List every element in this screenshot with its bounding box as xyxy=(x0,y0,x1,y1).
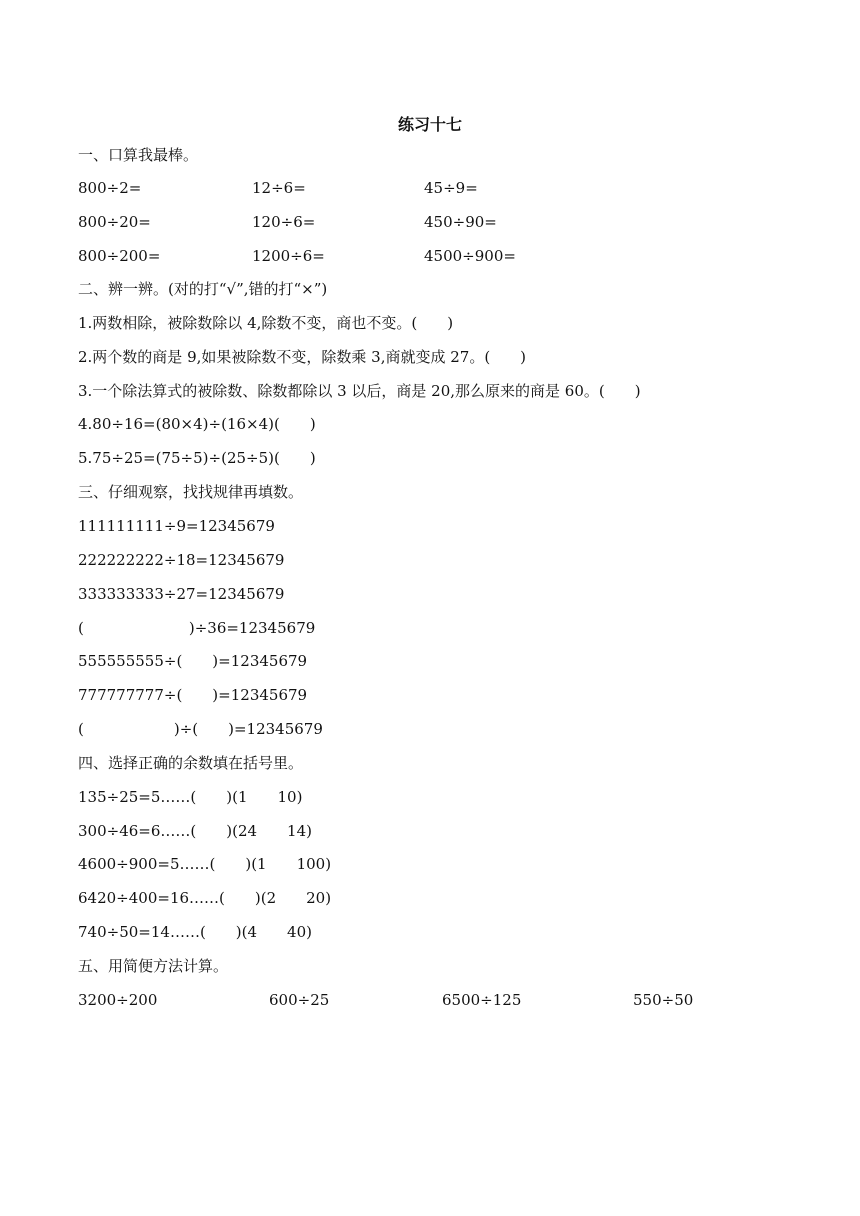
section-1-heading: 一、口算我最棒。 xyxy=(78,146,199,164)
pattern-item: 333333333÷27=12345679 xyxy=(78,585,285,603)
true-false-item: 1.两数相除，被除数除以 4,除数不变，商也不变。( ) xyxy=(78,314,454,332)
section-3-heading: 三、仔细观察，找找规律再填数。 xyxy=(78,483,304,501)
section-5-heading: 五、用简便方法计算。 xyxy=(78,957,229,975)
simplify-item: 3200÷200 xyxy=(78,991,158,1009)
remainder-item: 135÷25=5……( )(1 10) xyxy=(78,788,303,806)
mental-math-item: 120÷6= xyxy=(252,213,316,231)
mental-math-item: 450÷90= xyxy=(424,213,497,231)
pattern-item: 222222222÷18=12345679 xyxy=(78,551,285,569)
mental-math-item: 45÷9= xyxy=(424,179,478,197)
mental-math-item: 800÷20= xyxy=(78,213,151,231)
page-title: 练习十七 xyxy=(397,115,462,134)
pattern-item: 555555555÷( )=12345679 xyxy=(78,652,308,670)
remainder-item: 4600÷900=5……( )(1 100) xyxy=(78,855,332,873)
pattern-item: 111111111÷9=12345679 xyxy=(78,517,275,535)
section-2-heading: 二、辨一辨。(对的打“√”,错的打“×”) xyxy=(78,280,328,298)
mental-math-item: 800÷200= xyxy=(78,247,161,265)
mental-math-item: 12÷6= xyxy=(252,179,306,197)
simplify-item: 600÷25 xyxy=(269,991,330,1009)
true-false-item: 4.80÷16=(80×4)÷(16×4)( ) xyxy=(78,415,316,433)
mental-math-item: 1200÷6= xyxy=(252,247,325,265)
remainder-item: 300÷46=6……( )(24 14) xyxy=(78,822,312,840)
mental-math-item: 800÷2= xyxy=(78,179,142,197)
pattern-item: ( )÷36=12345679 xyxy=(78,619,316,637)
true-false-item: 3.一个除法算式的被除数、除数都除以 3 以后，商是 20,那么原来的商是 60。( ) xyxy=(78,382,641,400)
true-false-item: 5.75÷25=(75÷5)÷(25÷5)( ) xyxy=(78,449,316,467)
pattern-item: 777777777÷( )=12345679 xyxy=(78,686,308,704)
remainder-item: 6420÷400=16……( )(2 20) xyxy=(78,889,332,907)
simplify-item: 550÷50 xyxy=(633,991,694,1009)
simplify-item: 6500÷125 xyxy=(442,991,522,1009)
true-false-item: 2.两个数的商是 9,如果被除数不变，除数乘 3,商就变成 27。( ) xyxy=(78,348,527,366)
remainder-item: 740÷50=14……( )(4 40) xyxy=(78,923,312,941)
mental-math-item: 4500÷900= xyxy=(424,247,516,265)
pattern-item: ( )÷( )=12345679 xyxy=(78,720,323,738)
section-4-heading: 四、选择正确的余数填在括号里。 xyxy=(78,754,304,772)
